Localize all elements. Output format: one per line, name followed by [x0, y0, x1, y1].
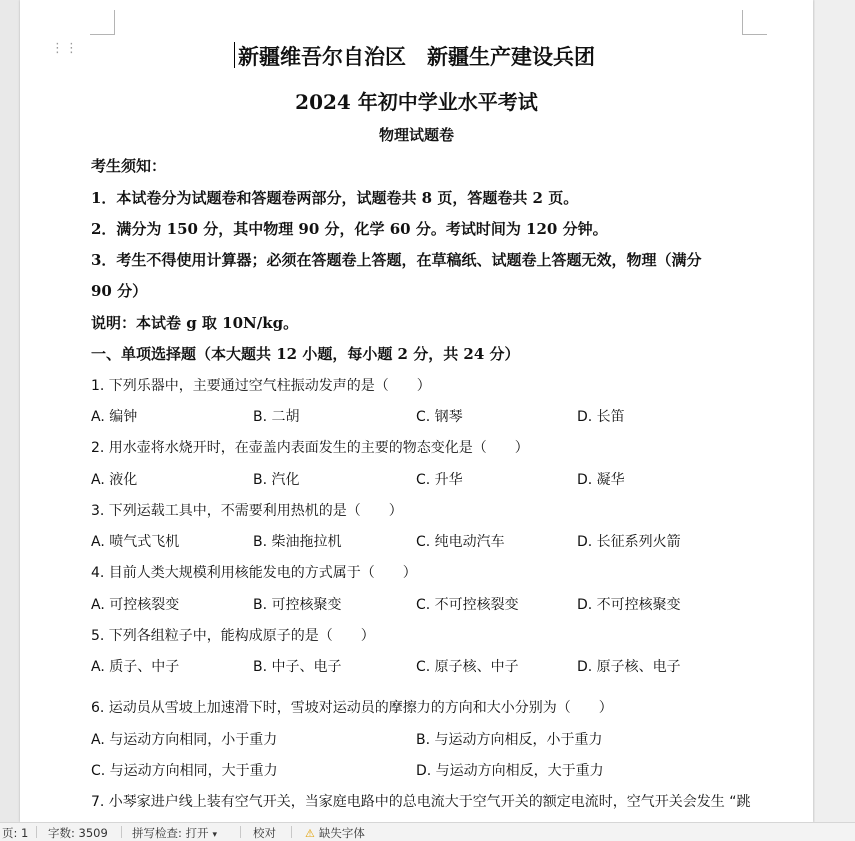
option-d: D. 长笛	[577, 409, 625, 425]
option-a: A. 与运动方向相同，小于重力	[91, 732, 278, 748]
option-c: C. 与运动方向相同，大于重力	[91, 763, 278, 779]
status-divider	[291, 826, 292, 838]
question-stem: 5. 下列各组粒子中，能构成原子的是（ ）	[91, 628, 375, 644]
question-stem: 4. 目前人类大规模利用核能发电的方式属于（ ）	[91, 565, 417, 581]
option-a: A. 编钟	[91, 409, 138, 425]
option-d: D. 原子核、电子	[577, 659, 681, 675]
question-stem: 2. 用水壶将水烧开时，在壶盖内表面发生的主要的物态变化是（ ）	[91, 440, 529, 456]
option-a: A. 可控核裂变	[91, 597, 180, 613]
status-divider	[36, 826, 37, 838]
question-stem: 1. 下列乐器中，主要通过空气柱振动发声的是（ ）	[91, 378, 431, 394]
option-c: C. 钢琴	[416, 409, 463, 425]
question-stem: 7. 小琴家进户线上装有空气开关，当家庭电路中的总电流大于空气开关的额定电流时，空气开关会发生 “跳	[91, 794, 751, 810]
missing-font-button[interactable]	[305, 825, 365, 841]
missing-font-label: 缺失字体	[318, 826, 365, 840]
status-divider	[121, 826, 122, 838]
status-bar	[0, 822, 855, 841]
option-d: D. 不可控核聚变	[577, 597, 681, 613]
option-b: B. 二胡	[253, 409, 300, 425]
warning-icon: ⚠	[305, 827, 315, 840]
option-b: B. 中子、电子	[253, 659, 342, 675]
notice-item: 3．考生不得使用计算器；必须在答题卷上答题，在草稿纸、试题卷上答题无效，物理（满分	[91, 251, 702, 269]
explain-line: 说明：本试卷 g 取 10N/kg。	[91, 314, 299, 332]
drag-handle-icon[interactable]: ⋮⋮	[51, 41, 79, 56]
option-c: C. 纯电动汽车	[416, 534, 505, 550]
option-b: B. 柴油拖拉机	[253, 534, 342, 550]
option-c: C. 原子核、中子	[416, 659, 519, 675]
question-stem: 6. 运动员从雪坡上加速滑下时，雪坡对运动员的摩擦力的方向和大小分别为（ ）	[91, 700, 613, 716]
document-page[interactable]	[20, 0, 813, 822]
chevron-down-icon: ▾	[212, 830, 218, 840]
option-d: D. 凝华	[577, 472, 625, 488]
notice-item: 2．满分为 150 分，其中物理 90 分，化学 60 分。考试时间为 120 分钟。	[91, 220, 608, 238]
title-line-1: 新疆维吾尔自治区 新疆生产建设兵团	[238, 44, 595, 69]
notice-item: 90 分）	[91, 282, 148, 300]
proofread-button[interactable]: 校对	[253, 826, 276, 840]
spell-check-label: 拼写检查: 打开	[132, 826, 209, 840]
option-b: B. 可控核聚变	[253, 597, 342, 613]
question-stem: 3. 下列运载工具中，不需要利用热机的是（ ）	[91, 503, 403, 519]
option-c: C. 不可控核裂变	[416, 597, 519, 613]
title-line-2: 2024 年初中学业水平考试	[295, 90, 538, 114]
margin-corner-top-left	[90, 10, 115, 35]
option-d: D. 长征系列火箭	[577, 534, 681, 550]
option-a: A. 喷气式飞机	[91, 534, 180, 550]
option-c: C. 升华	[416, 472, 463, 488]
option-a: A. 液化	[91, 472, 138, 488]
option-d: D. 与运动方向相反，大于重力	[416, 763, 604, 779]
section-heading: 一、单项选择题（本大题共 12 小题，每小题 2 分，共 24 分）	[91, 345, 520, 363]
notice-heading: 考生须知：	[91, 157, 167, 175]
option-b: B. 与运动方向相反，小于重力	[416, 732, 603, 748]
title-line-3: 物理试题卷	[378, 126, 454, 144]
vertical-scroll-area[interactable]	[815, 0, 855, 822]
option-b: B. 汽化	[253, 472, 300, 488]
notice-item: 1．本试卷分为试题卷和答题卷两部分，试题卷共 8 页，答题卷共 2 页。	[91, 189, 579, 207]
spell-check-toggle[interactable]	[132, 825, 217, 841]
status-divider	[240, 826, 241, 838]
word-count[interactable]: 字数: 3509	[48, 826, 108, 840]
margin-corner-top-right	[742, 10, 767, 35]
page-indicator[interactable]: 页: 1	[2, 826, 29, 840]
option-a: A. 质子、中子	[91, 659, 180, 675]
